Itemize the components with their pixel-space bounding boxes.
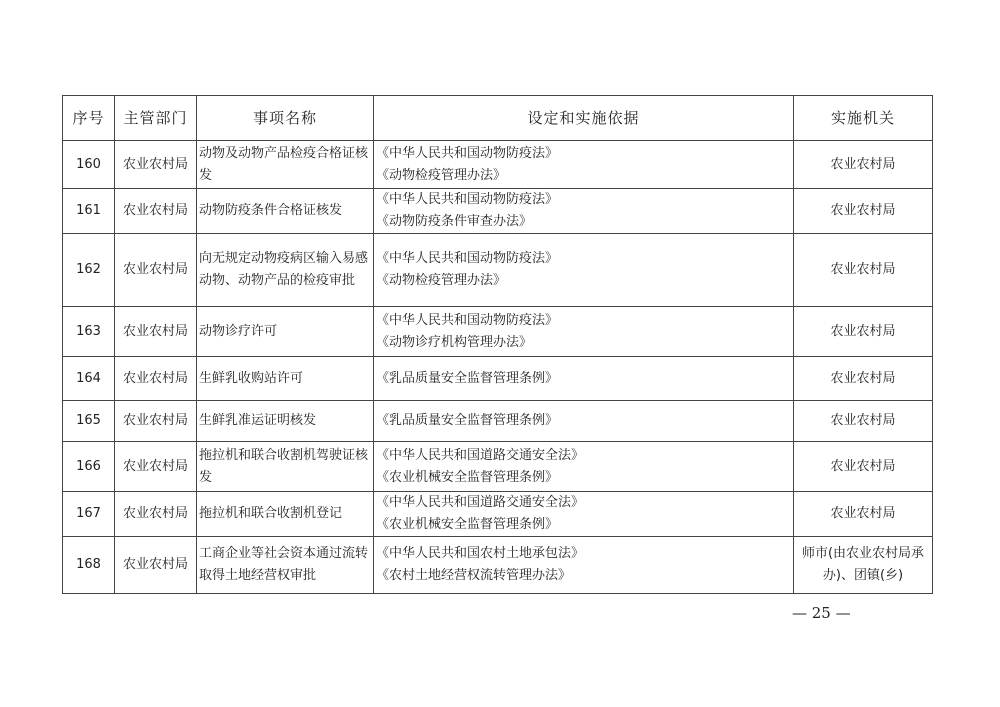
seq-cell: 165 <box>63 401 115 442</box>
item-name-cell: 拖拉机和联合收割机驾驶证核发 <box>197 442 374 492</box>
basis-law-line: 《中华人民共和国动物防疫法》 <box>376 145 559 161</box>
basis-law-line: 《中华人民共和国动物防疫法》 <box>376 312 559 328</box>
table-row <box>63 141 933 189</box>
basis-cell <box>374 492 794 537</box>
item-name-cell: 工商企业等社会资本通过流转取得土地经营权审批 <box>197 537 374 594</box>
table-row <box>63 307 933 357</box>
org-cell: 农业农村局 <box>794 234 933 307</box>
org-cell: 农业农村局 <box>794 189 933 234</box>
org-cell: 农业农村局 <box>794 442 933 492</box>
item-name-cell: 向无规定动物疫病区输入易感动物、动物产品的检疫审批 <box>197 234 374 307</box>
dept-cell: 农业农村局 <box>115 401 197 442</box>
seq-cell: 168 <box>63 537 115 594</box>
org-cell: 农业农村局 <box>794 401 933 442</box>
header-dept: 主管部门 <box>115 96 197 141</box>
basis-law-line: 《中华人民共和国动物防疫法》 <box>376 251 559 266</box>
table-row <box>63 492 933 537</box>
seq-cell: 161 <box>63 189 115 234</box>
basis-law-line: 《中华人民共和国道路交通安全法》 <box>376 495 585 510</box>
seq-cell: 164 <box>63 357 115 401</box>
item-name-cell: 拖拉机和联合收割机登记 <box>197 492 374 537</box>
table-row <box>63 537 933 594</box>
table-row <box>63 189 933 234</box>
basis-cell <box>374 357 794 401</box>
basis-law-line: 《中华人民共和国道路交通安全法》 <box>376 447 585 463</box>
basis-law-line: 《农村土地经营权流转管理办法》 <box>376 568 572 583</box>
basis-cell <box>374 401 794 442</box>
basis-law-line: 《乳品质量安全监督管理条例》 <box>376 370 559 386</box>
org-cell: 农业农村局 <box>794 357 933 401</box>
org-cell: 农业农村局 <box>794 492 933 537</box>
page-number: — 25 — <box>792 604 851 622</box>
basis-law-line: 《中华人民共和国农村土地承包法》 <box>376 546 585 561</box>
basis-law-line: 《乳品质量安全监督管理条例》 <box>376 413 559 428</box>
basis-cell <box>374 537 794 594</box>
table-row <box>63 442 933 492</box>
basis-cell <box>374 442 794 492</box>
item-name-cell: 生鲜乳收购站许可 <box>197 357 374 401</box>
basis-cell <box>374 141 794 189</box>
seq-cell: 166 <box>63 442 115 492</box>
org-cell: 农业农村局 <box>794 307 933 357</box>
seq-cell: 167 <box>63 492 115 537</box>
dept-cell: 农业农村局 <box>115 357 197 401</box>
basis-law-line: 《农业机械安全监督管理条例》 <box>376 517 559 532</box>
approval-items-table <box>62 95 933 594</box>
org-cell: 农业农村局 <box>794 141 933 189</box>
item-name-cell: 动物防疫条件合格证核发 <box>197 189 374 234</box>
basis-law-line: 《动物诊疗机构管理办法》 <box>376 334 533 350</box>
basis-cell <box>374 189 794 234</box>
seq-cell: 160 <box>63 141 115 189</box>
basis-law-line: 《农业机械安全监督管理条例》 <box>376 469 559 485</box>
dept-cell: 农业农村局 <box>115 189 197 234</box>
item-name-cell: 动物诊疗许可 <box>197 307 374 357</box>
org-cell: 师市(由农业农村局承办)、团镇(乡) <box>794 537 933 594</box>
basis-law-line: 《中华人民共和国动物防疫法》 <box>376 192 559 207</box>
seq-cell: 163 <box>63 307 115 357</box>
header-item: 事项名称 <box>197 96 374 141</box>
header-basis: 设定和实施依据 <box>374 96 794 141</box>
dept-cell: 农业农村局 <box>115 141 197 189</box>
item-name-cell: 动物及动物产品检疫合格证核发 <box>197 141 374 189</box>
basis-law-line: 《动物检疫管理办法》 <box>376 167 507 183</box>
basis-cell <box>374 234 794 307</box>
table-row <box>63 234 933 307</box>
basis-cell <box>374 307 794 357</box>
table-header-row <box>63 96 933 141</box>
seq-cell: 162 <box>63 234 115 307</box>
basis-law-line: 《动物检疫管理办法》 <box>376 273 507 288</box>
item-name-cell: 生鲜乳准运证明核发 <box>197 401 374 442</box>
dept-cell: 农业农村局 <box>115 307 197 357</box>
header-seq: 序号 <box>63 96 115 141</box>
table-row <box>63 401 933 442</box>
dept-cell: 农业农村局 <box>115 537 197 594</box>
dept-cell: 农业农村局 <box>115 442 197 492</box>
dept-cell: 农业农村局 <box>115 492 197 537</box>
dept-cell: 农业农村局 <box>115 234 197 307</box>
table-row <box>63 357 933 401</box>
basis-law-line: 《动物防疫条件审查办法》 <box>376 214 533 229</box>
header-org: 实施机关 <box>794 96 933 141</box>
